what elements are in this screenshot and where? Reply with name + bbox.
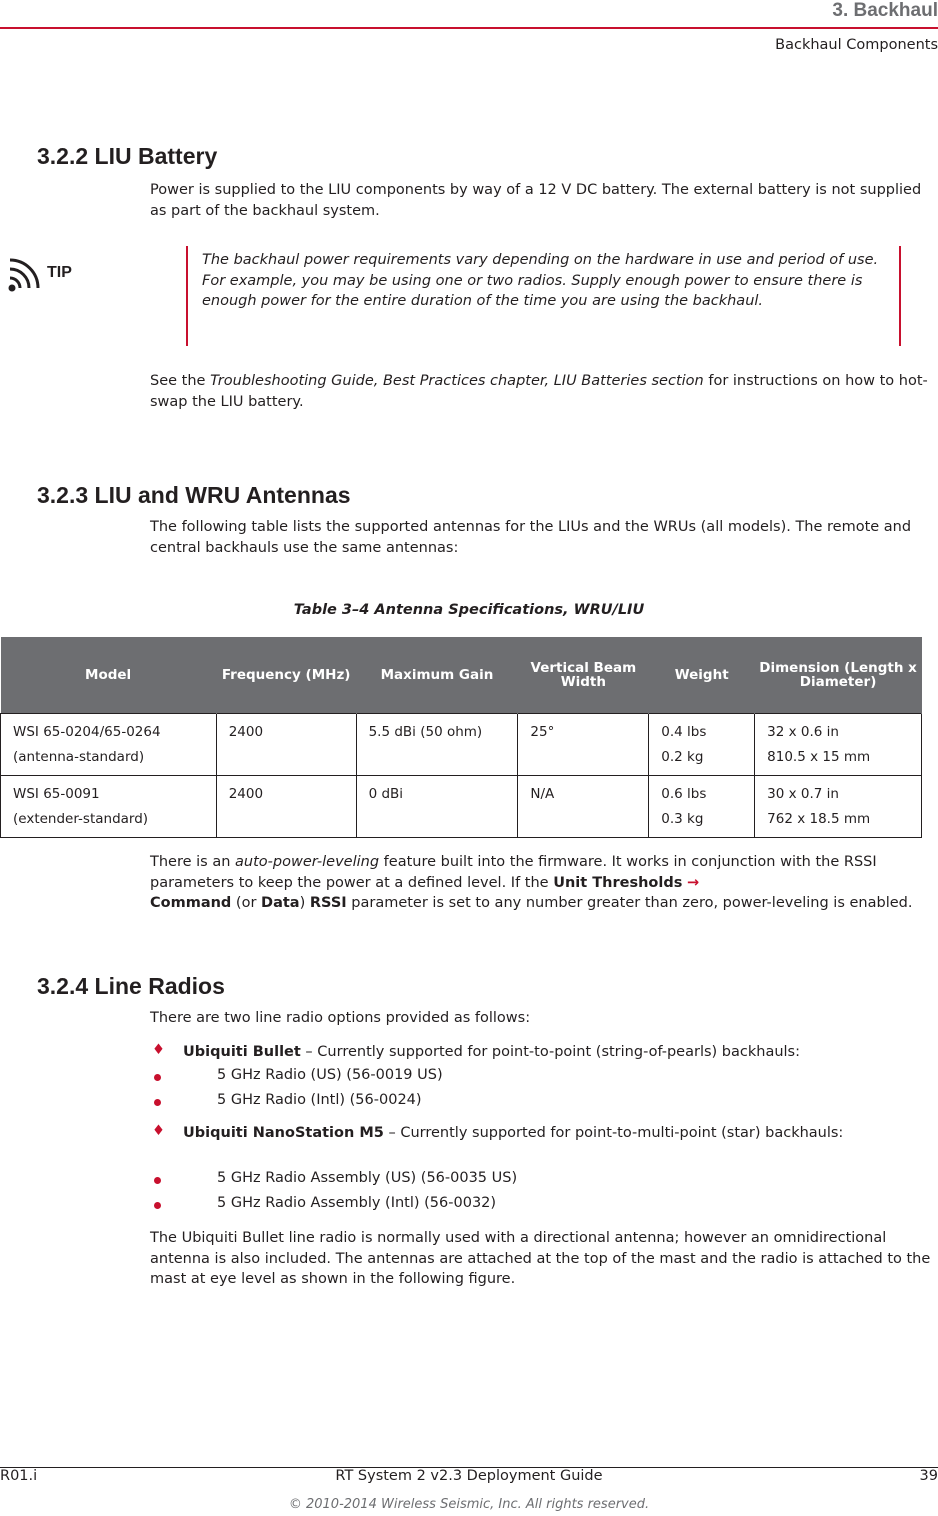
- cell-model: WSI 65-0091 (extender-standard): [1, 776, 217, 838]
- bullet-dot-icon: [154, 1177, 161, 1184]
- list-subitem: 5 GHz Radio Assembly (US) (56-0035 US): [217, 1170, 518, 1186]
- arrow-icon: →: [686, 874, 700, 891]
- antenna-spec-table: [0, 637, 922, 838]
- revision: R01.i: [0, 1468, 38, 1484]
- section-heading-323: 3.2.3 LIU and WRU Antennas: [37, 482, 351, 508]
- list-item: Ubiquiti Bullet – Currently supported for point-to-point (string-of-pearls) backhauls:: [183, 1044, 800, 1060]
- radios-intro: There are two line radio options provided as follows:: [150, 1010, 531, 1026]
- table-row: [1, 776, 922, 838]
- document-title: RT System 2 v2.3 Deployment Guide: [335, 1468, 603, 1484]
- list-subitem: 5 GHz Radio (US) (56-0019 US): [217, 1067, 443, 1083]
- page-number: 39: [919, 1468, 938, 1484]
- list-subitem: 5 GHz Radio (Intl) (56-0024): [217, 1092, 422, 1108]
- bullet-dot-icon: [154, 1202, 161, 1209]
- col-header-beam-width: Vertical Beam Width: [518, 637, 649, 714]
- bullet-dot-icon: [154, 1099, 161, 1106]
- col-header-max-gain: Maximum Gain: [356, 637, 518, 714]
- cell-frequency: 2400: [216, 776, 356, 838]
- tip-icon: [8, 254, 42, 296]
- cell-weight: 0.6 lbs 0.3 kg: [649, 776, 755, 838]
- cell-dimension: 32 x 0.6 in 810.5 x 15 mm: [755, 714, 922, 776]
- cell-model: WSI 65-0204/65-0264 (antenna-standard): [1, 714, 217, 776]
- cell-gain: 0 dBi: [356, 776, 518, 838]
- tip-label: TIP: [47, 264, 72, 281]
- closing-paragraph: The Ubiquiti Bullet line radio is normally used with a directional antenna; however an omnidirectional antenna is also included. The antennas are attached at the top of the mast and the radio is attached to the mast at eye level as shown in the following figure.: [150, 1230, 931, 1287]
- copyright: © 2010-2014 Wireless Seismic, Inc. All rights reserved.: [288, 1497, 650, 1512]
- chapter-title: 3. Backhaul: [832, 0, 938, 21]
- tip-rule-right: [899, 246, 901, 346]
- cell-beam: 25°: [518, 714, 649, 776]
- section-heading-322: 3.2.2 LIU Battery: [37, 143, 218, 169]
- tip-rule-left: [186, 246, 188, 346]
- cell-dimension: 30 x 0.7 in 762 x 18.5 mm: [755, 776, 922, 838]
- cell-beam: N/A: [518, 776, 649, 838]
- col-header-model: Model: [1, 637, 217, 714]
- section-heading-324: 3.2.4 Line Radios: [37, 973, 225, 999]
- header-rule: [0, 27, 938, 29]
- col-header-frequency: Frequency (MHz): [216, 637, 356, 714]
- cell-frequency: 2400: [216, 714, 356, 776]
- battery-paragraph: Power is supplied to the LIU components by way of a 12 V DC battery. The external battery is not supplied as part of the backhaul system.: [150, 182, 922, 219]
- tip-text: The backhaul power requirements vary depending on the hardware in use and period of use. For example, you may be using one or two radios. Supply enough power to ensure there is enough power for the entire duration of the time you are using the backhaul.: [202, 252, 879, 309]
- table-row: [1, 714, 922, 776]
- table-caption: Table 3–4 Antenna Specifications, WRU/LIU: [293, 602, 645, 618]
- cell-gain: 5.5 dBi (50 ohm): [356, 714, 518, 776]
- cell-weight: 0.4 lbs 0.2 kg: [649, 714, 755, 776]
- col-header-weight: Weight: [649, 637, 755, 714]
- power-leveling-paragraph: There is an auto-power-leveling feature built into the firmware. It works in conjunction with the RSSI parameters to keep the power at a defined level. If the Unit Thresholds → Command (or Data) RSSI parameter is set to any number greater than zero, power-leveling is enabled.: [150, 854, 913, 911]
- list-subitem: 5 GHz Radio Assembly (Intl) (56-0032): [217, 1195, 497, 1211]
- see-also-paragraph: See the Troubleshooting Guide, Best Practices chapter, LIU Batteries section for instructions on how to hot-swap the LIU battery.: [150, 373, 928, 410]
- cross-reference-link[interactable]: Troubleshooting Guide, Best Practices chapter, LIU Batteries section: [210, 373, 704, 389]
- bullet-dot-icon: [154, 1074, 161, 1081]
- diamond-bullet-icon: ♦: [152, 1123, 165, 1139]
- list-item: Ubiquiti NanoStation M5 – Currently supported for point-to-multi-point (star) backhauls:: [183, 1125, 844, 1141]
- diamond-bullet-icon: ♦: [152, 1042, 165, 1058]
- antennas-paragraph: The following table lists the supported antennas for the LIUs and the WRUs (all models). The remote and central backhauls use the same antennas:: [150, 519, 912, 556]
- col-header-dimension: Dimension (Length x Diameter): [755, 637, 922, 714]
- section-subtitle: Backhaul Components: [775, 37, 938, 53]
